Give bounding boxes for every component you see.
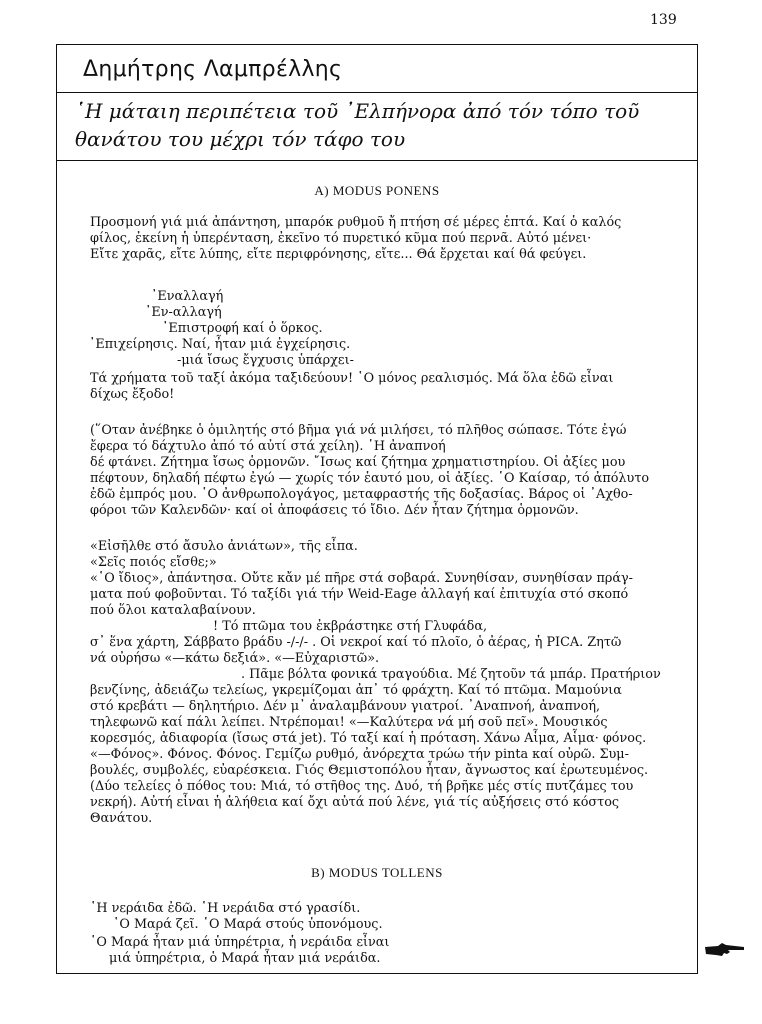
text-line: ᾿Εν-αλλαγή [145, 305, 222, 320]
text-line: ᾿Επιχείρησις. Ναί, ἦταν μιά ἐγχείρησις. [89, 337, 351, 352]
text-line: ῾Ο Μαρά ζεῖ. ῾Ο Μαρά στούς ὑπονόμους. [113, 917, 383, 932]
text-line: φόροι τῶν Καλενδῶν· καί οἱ ἀποφάσεις τό ἴδιο. Δέν ἦταν ζήτημα ὁρμονῶν. [90, 503, 579, 518]
poem-frame [56, 44, 698, 974]
text-line: στό κρεβάτι — δηλητήριο. Δέν μ᾿ ἀναλαμβάνουν γιατροί. ᾿Αναπνοή, ἀναπνοή, [90, 699, 601, 714]
text-line: νεκρή). Αὐτή εἶναι ἡ ἀλήθεια καί ὄχι αὐτά πού λένε, γιά τίς αὐξήσεις στό κόστος [90, 795, 620, 810]
text-line: Εἴτε χαρᾶς, εἴτε λύπης, εἴτε περιφρόνησης, εἴτε... Θά ἔρχεται καί θά φεύγει. [90, 247, 587, 262]
text-line: (Δύο τελείες ὁ πόθος του: Μιά, τό στῆθος της. Δυό, τή βρῆκε μές στίς πυτζάμες του [90, 779, 634, 794]
text-line: (῞Οταν ἀνέβηκε ὁ ὁμιλητής στό βῆμα γιά νά μιλήσει, τό πλῆθος σώπασε. Τότε ἐγώ [90, 423, 627, 438]
text-line: ἔφερα τό δάχτυλο ἀπό τό αὐτί στά χείλη). ῾Η ἀναπνοή [90, 439, 446, 454]
text-line: «Εἰσῆλθε στό ἄσυλο ἀνιάτων», τῆς εἶπα. [90, 539, 358, 554]
text-line: νά οὐρήσω «—κάτω δεξιά». «—Εὐχαριστῶ». [90, 651, 380, 666]
text-line: «—Φόνος». Φόνος. Φόνος. Γεμίζω ρυθμό, ἀνόρεχτα τρώω τήν pinta καί οὐρῶ. Συμ- [90, 747, 629, 762]
text-line: ματα πού φοβοῦνται. Τό ταξίδι γιά τήν Weid-Eage ἀλλαγή καί ἐπιτυχία στό σκοπό [90, 587, 629, 602]
text-line: τηλεφωνῶ καί πάλι λείπει. Ντρέπομαι! «—Καλύτερα νά μή σοῦ πεῖ». Μουσικός [90, 715, 608, 730]
text-line: ῾Ο Μαρά ἦταν μιά ὑπηρέτρια, ἡ νεράιδα εἶναι [90, 935, 390, 950]
text-line: ᾿Επιστροφή καί ὁ ὅρκος. [162, 321, 323, 336]
pointing-hand-icon [704, 942, 746, 958]
text-line: ῾Η νεράιδα ἐδῶ. ῾Η νεράιδα στό γρασίδι. [90, 901, 361, 916]
text-line: ᾿Εναλλαγή [151, 289, 224, 304]
text-line: βενζίνης, ἀδειάζω τελείως, γκρεμίζομαι ἀπ᾿ τό φράχτη. Καί τό πτῶμα. Μαμούνια [90, 683, 622, 698]
text-line: -μιά ἴσως ἔγχυσις ὑπάρχει- [177, 353, 354, 368]
text-line: φίλος, ἐκείνη ἡ ὑπερένταση, ἐκεῖνο τό πυρετικό κῦμα πού περνᾶ. Αὐτό μένει· [90, 231, 592, 246]
text-line: πέφτουν, δηλαδή πέφτω ἐγώ — χωρίς τόν ἑαυτό μου, οἱ ἀξίες. ῾Ο Καίσαρ, τό ἀπόλυτο [90, 471, 650, 486]
author-name: Δημήτρης Λαμπρέλλης [83, 57, 343, 82]
text-line: «Σεῖς ποιός εἴσθε;» [90, 555, 217, 570]
text-line: Προσμονή γιά μιά ἀπάντηση, μπαρόκ ρυθμοῦ ἤ πτήση σέ μέρες ἑπτά. Καί ὁ καλός [90, 215, 622, 230]
text-line: . Πᾶμε βόλτα φονικά τραγούδια. Μέ ζητοῦν τά μπάρ. Πρατήριον [241, 667, 661, 682]
title-line-2: θανάτου του μέχρι τόν τάφο του [75, 127, 406, 151]
text-line: πού ὅλοι καταλαβαίνουν. [90, 603, 256, 618]
text-line: δίχως ἔξοδο! [90, 387, 175, 402]
section-b-heading: B) MODUS TOLLENS [311, 865, 443, 880]
text-line: Θανάτου. [90, 811, 153, 826]
section-a-heading: A) MODUS PONENS [314, 183, 440, 198]
text-line: Τά χρήματα τοῦ ταξί ἀκόμα ταξιδεύουν! ῾Ο μόνος ρεαλισμός. Μά ὅλα ἐδῶ εἶναι [90, 371, 614, 386]
text-line: δέ φτάνει. Ζήτημα ἴσως ὁρμονῶν. ῎Ισως καί ζήτημα χρηματιστηρίου. Οἱ ἀξίες μου [90, 455, 626, 470]
text-line: βουλές, συμβολές, εὐαρέσκεια. Γιός Θεμιστοπόλου ἦταν, ἄγνωστος καί ἐρωτευμένος. [90, 763, 649, 778]
text-line: κορεσμός, ἀδιαφορία (ἴσως στά jet). Τό ταξί καί ἡ πρόταση. Χάνω Αἷμα, Αἷμα· φόνος. [90, 731, 647, 746]
text-line: ἐδῶ ἐμπρός μου. ῾Ο ἀνθρωπολογάγος, μεταφραστής τῆς δοξασίας. Βάρος οἱ ᾿Αχθο- [90, 487, 633, 502]
text-line: ! Τό πτῶμα του ἐκβράστηκε στή Γλυφάδα, [213, 619, 488, 634]
text-line: «῾Ο ἴδιος», ἀπάντησα. Οὔτε κἄν μέ πῆρε στά σοβαρά. Συνηθίσαν, συνηθίσαν πράγ- [90, 571, 633, 586]
text-line: μιά ὑπηρέτρια, ὁ Μαρά ἦταν μιά νεράιδα. [109, 951, 381, 966]
page-number: 139 [650, 12, 677, 28]
title-line-1: ῾Η μάταιη περιπέτεια τοῦ ᾿Ελπήνορα ἀπό τόν τόπο τοῦ [75, 99, 640, 123]
text-line: σ᾿ ἕνα χάρτη, Σάββατο βράδυ -/-/- . Οἱ νεκροί καί τό πλοῖο, ὁ ἀέρας, ἡ PICA. Ζητῶ [90, 635, 622, 650]
title-box [57, 93, 697, 161]
author-box [57, 45, 697, 93]
